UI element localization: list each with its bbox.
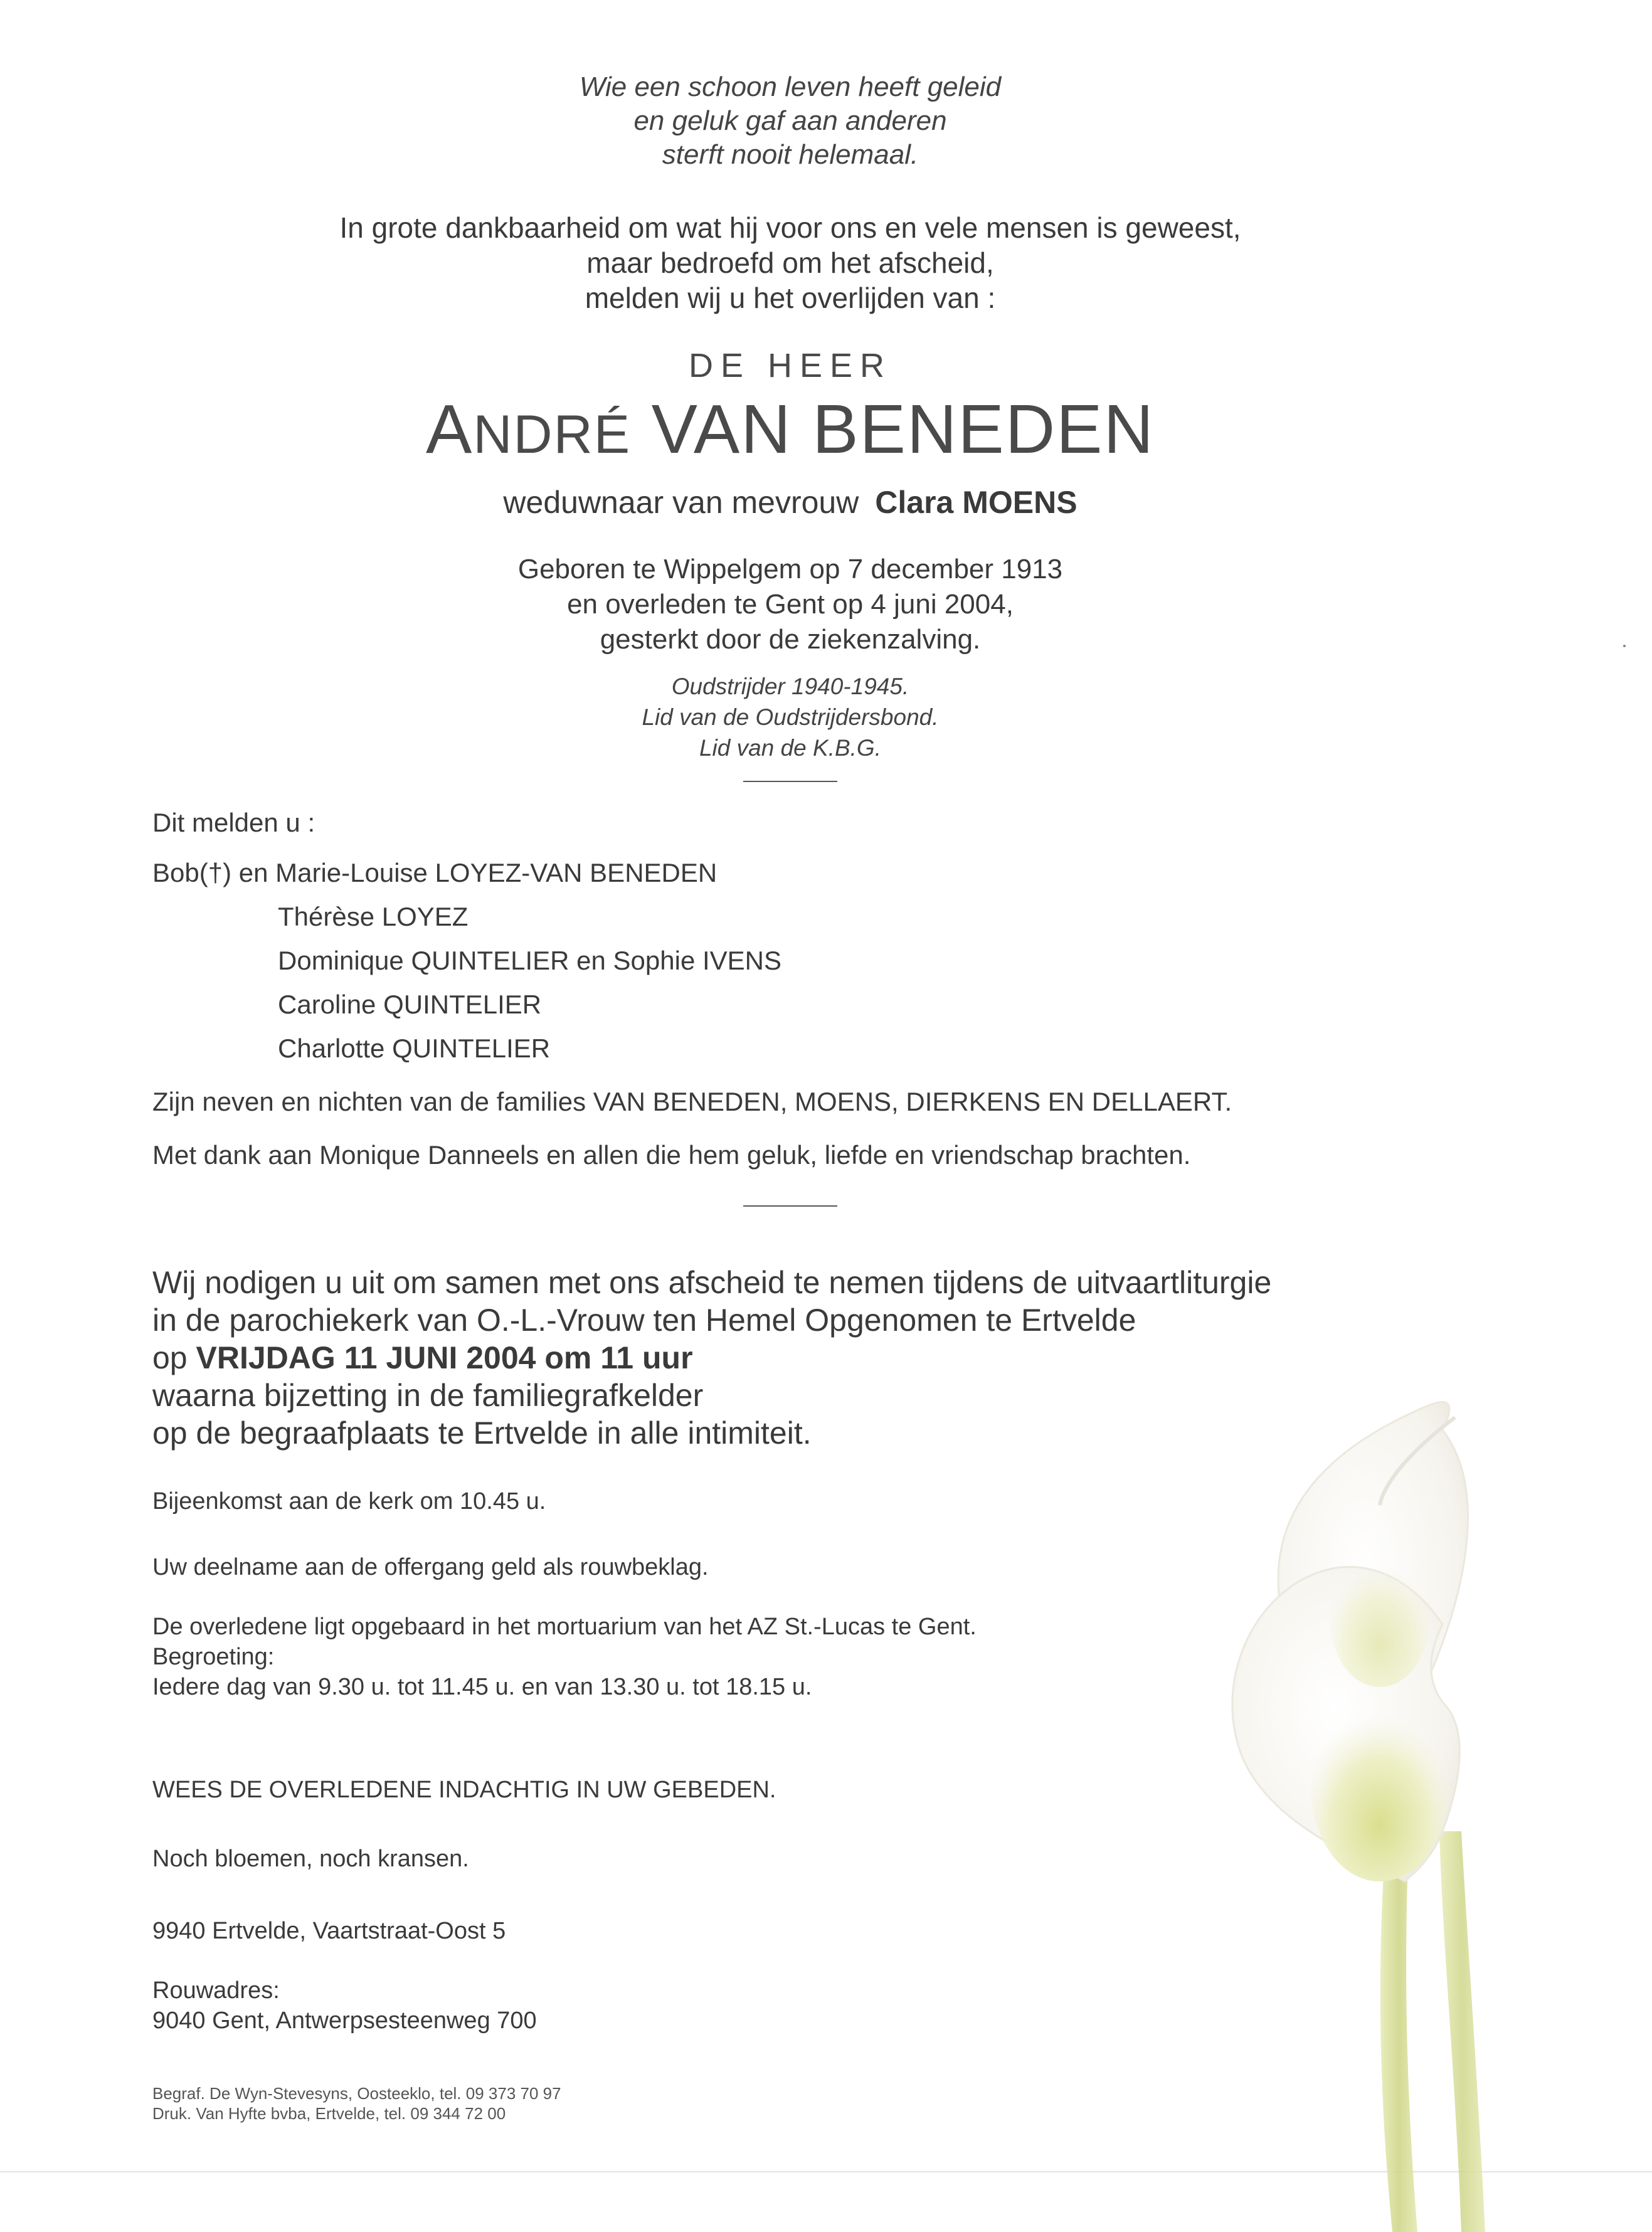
veteran-line: Lid van de K.B.G. [699, 735, 881, 761]
widower-line [0, 484, 1581, 521]
mourning-address [152, 1975, 537, 2036]
divider [743, 1205, 837, 1207]
calla-lily-illustration [1192, 1380, 1652, 2232]
mortuary-label: Begroeting: [152, 1644, 275, 1670]
intro-text [0, 210, 1581, 315]
birth-line: en overleden te Gent op 4 juni 2004, [567, 589, 1014, 620]
surname: VAN BENEDEN [651, 391, 1155, 468]
invitation-line: Wij nodigen u uit om samen met ons afscheid te nemen tijdens de uitvaartliturgie [152, 1265, 1272, 1300]
gathering-time: Bijeenkomst aan de kerk om 10.45 u. [152, 1488, 546, 1515]
printer-credit: Druk. Van Hyfte bvba, Ertvelde, tel. 09 344 72 00 [152, 2104, 506, 2123]
home-address: 9940 Ertvelde, Vaartstraat-Oost 5 [152, 1918, 506, 1944]
honorific-title: DE HEER [688, 347, 892, 384]
mortuary-line: De overledene ligt opgebaard in het mortuarium van het AZ St.-Lucas te Gent. [152, 1614, 977, 1640]
no-flowers-note: Noch bloemen, noch kransen. [152, 1846, 469, 1872]
veteran-line: Oudstrijder 1940-1945. [671, 674, 909, 699]
printer-credits [152, 2083, 561, 2124]
funeral-invitation [152, 1264, 1271, 1452]
intro-line: maar bedroefd om het afscheid, [586, 246, 994, 279]
birth-line: Geboren te Wippelgem op 7 december 1913 [517, 554, 1063, 584]
intro-line: In grote dankbaarheid om wat hij voor ons en vele mensen is geweest, [339, 211, 1241, 244]
thanks-line: Met dank aan Monique Danneels en allen die hem geluk, liefde en vriendschap brachten. [152, 1140, 1191, 1170]
poem-line: en geluk gaf aan anderen [633, 105, 947, 136]
visiting-hours: Iedere dag van 9.30 u. tot 11.45 u. en van 13.30 u. tot 18.15 u. [152, 1674, 812, 1700]
family-member: Caroline QUINTELIER [278, 990, 542, 1019]
veteran-info [0, 671, 1581, 763]
poem-line: sterft nooit helemaal. [662, 139, 919, 170]
widower-prefix: weduwnaar van mevrouw [503, 485, 859, 520]
poem-line: Wie een schoon leven heeft geleid [579, 71, 1002, 102]
veteran-line: Lid van de Oudstrijdersbond. [642, 704, 939, 730]
lily-throat [1311, 1693, 1449, 1881]
invitation-date-line [152, 1339, 1271, 1377]
mourning-address-label: Rouwadres: [152, 1977, 280, 2004]
mortuary-info [152, 1612, 977, 1702]
invitation-line: in de parochiekerk van O.-L.-Vrouw ten Hemel Opgenomen te Ertvelde [152, 1303, 1136, 1338]
mourning-address-value: 9040 Gent, Antwerpsesteenweg 700 [152, 2007, 537, 2034]
family-member: Bob(†) en Marie-Louise LOYEZ-VAN BENEDEN [152, 858, 717, 887]
scan-speck [1623, 645, 1626, 647]
invitation-prefix: op [152, 1340, 188, 1375]
first-name-initial: A [426, 391, 474, 468]
invitation-line: waarna bijzetting in de familiegrafkelder [152, 1378, 704, 1413]
intro-line: melden wij u het overlijden van : [585, 282, 996, 314]
offering-note: Uw deelname aan de offergang geld als rouwbeklag. [152, 1554, 709, 1580]
lily-stem [1439, 1831, 1485, 2232]
nephews-nieces: Zijn neven en nichten van de families VAN BENEDEN, MOENS, DIERKENS EN DELLAERT. [152, 1087, 1232, 1116]
family-member: Charlotte QUINTELIER [278, 1034, 551, 1063]
deceased-name [0, 389, 1581, 475]
first-name-rest: NDRÉ [473, 405, 632, 465]
spouse-name: Clara MOENS [875, 485, 1078, 520]
invitation-line: op de begraafplaats te Ertvelde in alle intimiteit. [152, 1415, 812, 1451]
lily-throat [1330, 1549, 1430, 1687]
funeral-date: VRIJDAG 11 JUNI 2004 om 11 uur [196, 1340, 693, 1375]
undertaker-credit: Begraf. De Wyn-Stevesyns, Oosteeklo, tel. 09 373 70 97 [152, 2084, 561, 2103]
birth-death-info [0, 552, 1581, 657]
announce-label: Dit melden u : [152, 808, 315, 837]
birth-line: gesterkt door de ziekenzalving. [600, 624, 981, 655]
divider [743, 781, 837, 782]
prayer-request: WEES DE OVERLEDENE INDACHTIG IN UW GEBEDEN. [152, 1777, 776, 1803]
family-list [152, 856, 781, 1076]
family-member: Thérèse LOYEZ [278, 902, 469, 931]
family-member: Dominique QUINTELIER en Sophie IVENS [278, 946, 782, 975]
opening-poem [0, 70, 1581, 172]
